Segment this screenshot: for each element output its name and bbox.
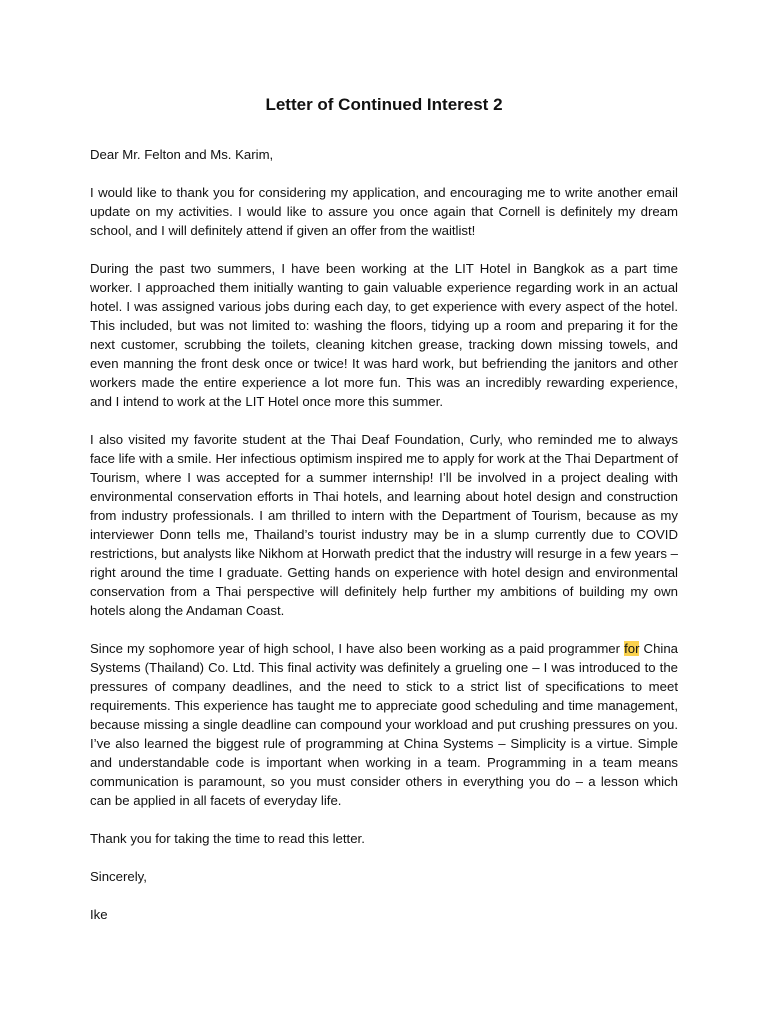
sign-off: Sincerely, [90,869,147,884]
signature: Ike [90,907,108,922]
letter-body [90,145,678,943]
paragraph-gratitude: I would like to thank you for considering my application, and encouraging me to write another email update on my activities. I would like to assure you once again that Cornell is definitely my dream school, and I will definitely attend if given an offer from the waitlist! [90,185,678,238]
paragraph-programming-rest: China Systems (Thailand) Co. Ltd. This final activity was definitely a grueling one – I was introduced to the pressures of company deadlines, and the need to stick to a strict list of specifications to meet requirements. This experience has taught me to appreciate good scheduling and time management, because missing a single deadline can compound your workload and put crushing pressures on you. I’ve also learned the biggest rule of programming at China Systems – Simplicity is a virtue. Simple and understandable code is important when working in a team. Programming in a team means communication is paramount, so you must consider others in everything you do – a lesson which can be applied in all facets of everyday life. [90,641,678,808]
paragraph-hotel-work: During the past two summers, I have been working at the LIT Hotel in Bangkok as a part time worker. I approached them initially wanting to gain valuable experience regarding work in an actual hotel. I was assigned various jobs during each day, to get experience with every aspect of the hotel. This included, but was not limited to: washing the floors, tidying up a room and preparing it for the next customer, scrubbing the toilets, cleaning kitchen grease, tracking down missing towels, and even manning the front desk once or twice! It was hard work, but befriending the janitors and other workers made the entire experience a lot more fun. This was an incredibly rewarding experience, and I intend to work at the LIT Hotel once more this summer. [90,261,678,409]
highlighted-word: for [624,641,640,656]
paragraph-programming [90,639,678,810]
letter-title: Letter of Continued Interest 2 [265,95,503,114]
paragraph-programming-start: Since my sophomore year of high school, I have also been working as a paid programmer [90,641,625,656]
closing-line: Thank you for taking the time to read this letter. [90,831,365,846]
paragraph-internship: I also visited my favorite student at the Thai Deaf Foundation, Curly, who reminded me to always face life with a smile. Her infectious optimism inspired me to apply for work at the Thai Department of Tourism, where I was accepted for a summer internship! I’ll be involved in a project dealing with environmental conservation efforts in Thai hotels, and learning about hotel design and construction from industry professionals. I am thrilled to intern with the Department of Tourism, because as my interviewer Donn tells me, Thailand’s tourist industry may be in a slump currently due to COVID restrictions, but analysts like Nikhom at Horwath predict that the industry will resurge in a few years – right around the time I graduate. Getting hands on experience with hotel design and environmental conservation from a Thai perspective will definitely help further my ambitions of building my own hotels along the Andaman Coast. [90,432,678,618]
salutation: Dear Mr. Felton and Ms. Karim, [90,147,274,162]
